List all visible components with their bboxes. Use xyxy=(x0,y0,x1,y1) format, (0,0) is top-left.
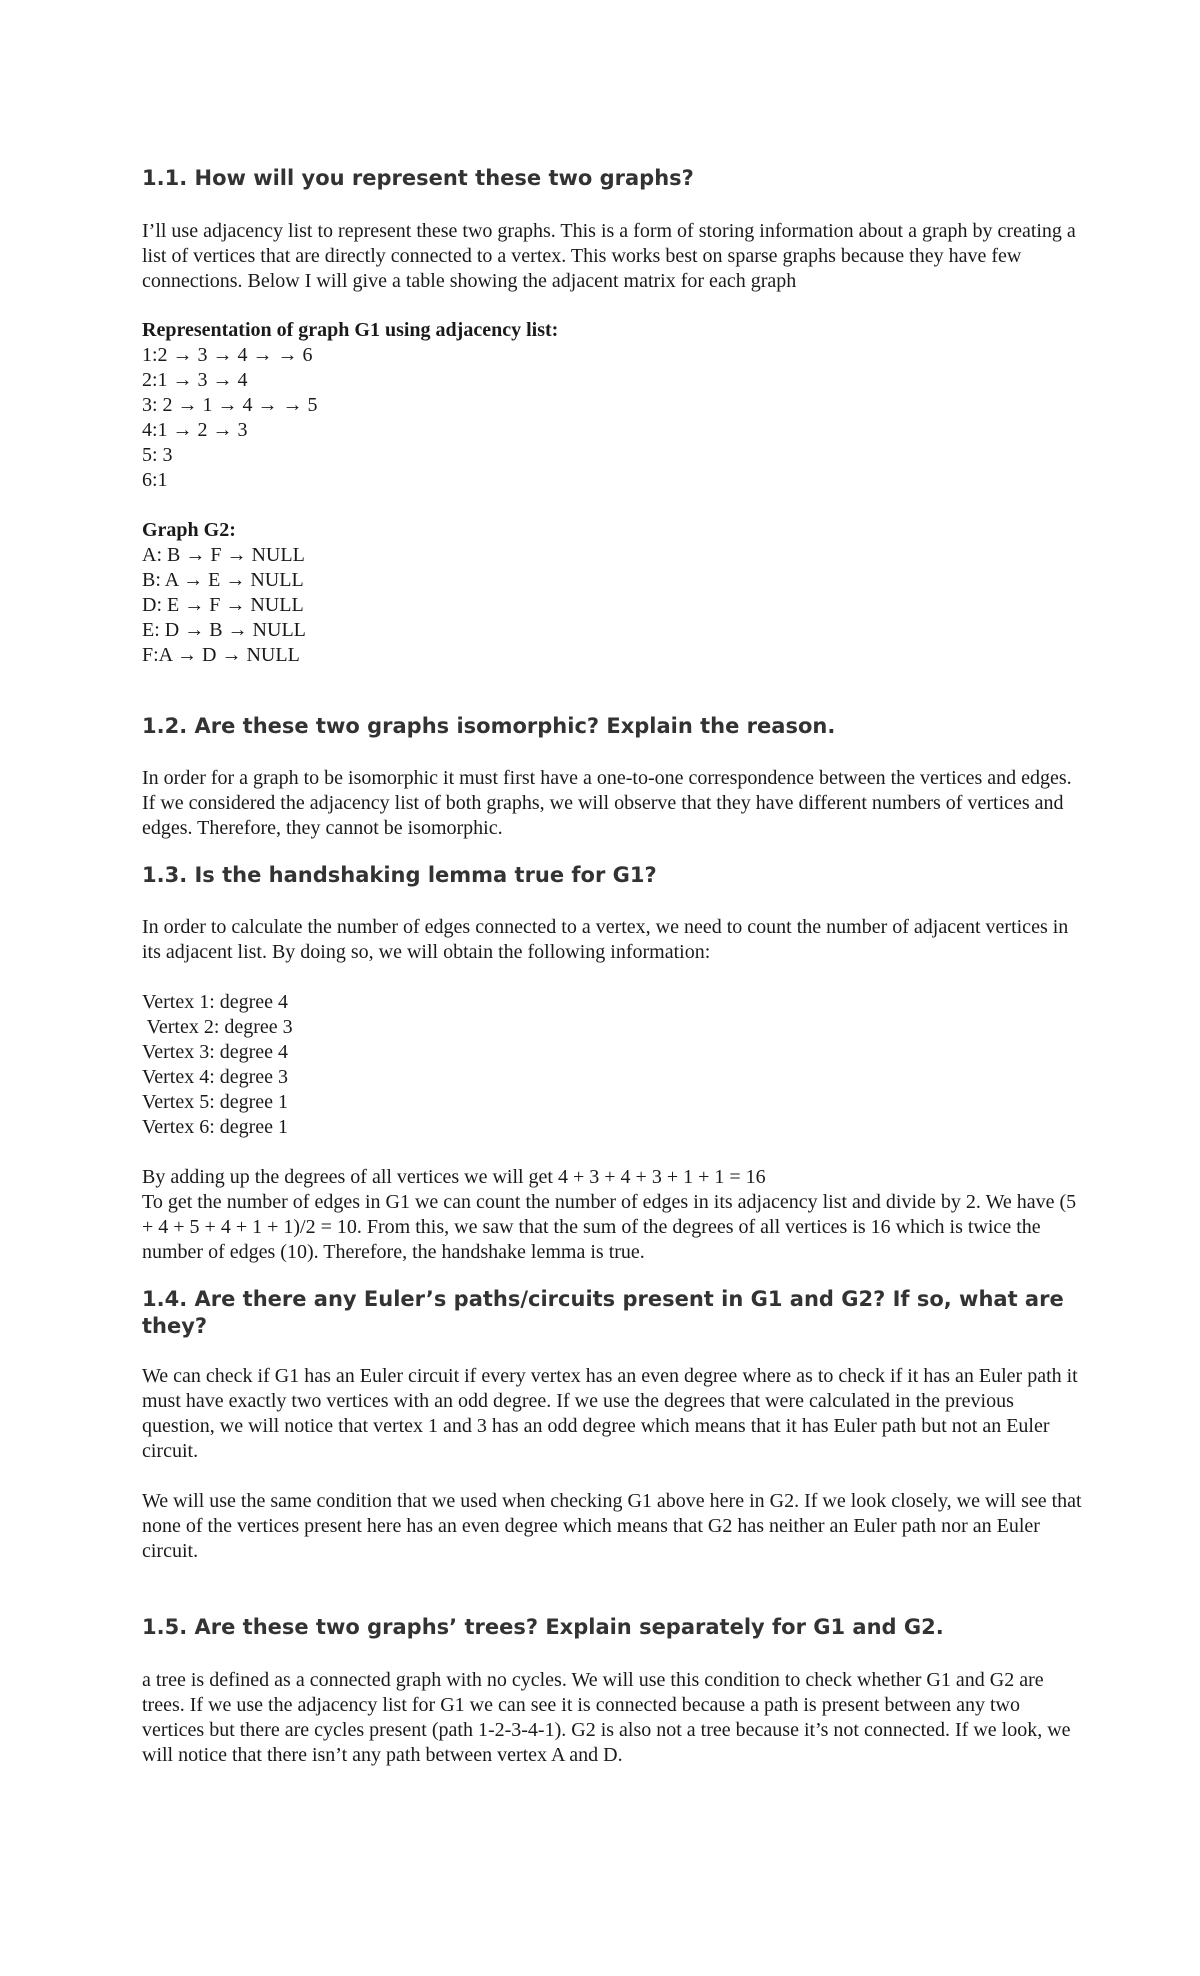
vertex-degree-line: Vertex 5: degree 1 xyxy=(142,1091,289,1113)
g1-list-line: 4:1 → 2 → 3 xyxy=(142,419,248,441)
g1-list-line: 5: 3 xyxy=(142,444,173,466)
section-1-1-heading: 1.1. How will you represent these two graphs? xyxy=(142,166,694,190)
g1-list-line: 3: 2 → 1 → 4 → → 5 xyxy=(142,394,318,416)
vertex-degree-line: Vertex 1: degree 4 xyxy=(142,991,289,1013)
section-1-4-paragraph-1: We can check if G1 has an Euler circuit if every vertex has an even degree where as to check if it has an Euler path it must have exactly two vertices with an odd degree. If we use the degrees that were calculated in the previous question, we will notice that vertex 1 and 3 has an odd degree which means that it has Euler path but not an Euler circuit. xyxy=(142,1365,1078,1462)
handshake-conclusion: To get the number of edges in G1 we can count the number of edges in its adjacency list and divide by 2. We have (5 + 4 + 5 + 4 + 1 + 1)/2 = 10. From this, we saw that the sum of the degrees of all vertices is 16 which is twice the number of edges (10). Therefore, the handshake lemma is true. xyxy=(142,1191,1077,1263)
vertex-degree-line: Vertex 6: degree 1 xyxy=(142,1116,289,1138)
g2-list-title: Graph G2: xyxy=(142,519,236,541)
g2-list-line: B: A → E → NULL xyxy=(142,569,304,591)
g1-list-title: Representation of graph G1 using adjacency list: xyxy=(142,319,559,341)
g2-list-line: D: E → F → NULL xyxy=(142,594,304,616)
section-1-2-body: In order for a graph to be isomorphic it must first have a one-to-one correspondence between the vertices and edges. If we considered the adjacency list of both graphs, we will observe that they have different numbers of vertices and edges. Therefore, they cannot be isomorphic. xyxy=(142,767,1072,839)
vertex-degree-line: Vertex 2: degree 3 xyxy=(142,1016,293,1038)
section-1-5-heading: 1.5. Are these two graphs’ trees? Explain separately for G1 and G2. xyxy=(142,1615,944,1639)
section-1-4-heading: 1.4. Are there any Euler’s paths/circuits present in G1 and G2? If so, what are they? xyxy=(142,1287,1064,1338)
section-1-5-body: a tree is defined as a connected graph with no cycles. We will use this condition to check whether G1 and G2 are trees. If we use the adjacency list for G1 we can see it is connected because a path is present between any two vertices but there are cycles present (path 1-2-3-4-1). G2 is also not a tree because it’s not connected. If we look, we will notice that there isn’t any path between vertex A and D. xyxy=(142,1669,1071,1766)
g1-adjacency-list xyxy=(142,318,558,493)
g2-list-line: A: B → F → NULL xyxy=(142,544,305,566)
vertex-degree-line: Vertex 4: degree 3 xyxy=(142,1066,289,1088)
vertex-degree-list xyxy=(142,990,293,1140)
section-1-4-paragraph-2: We will use the same condition that we used when checking G1 above here in G2. If we look closely, we will see that none of the vertices present here has an even degree which means that G2 has neither an Euler path nor an Euler circuit. xyxy=(142,1490,1082,1562)
g2-adjacency-list xyxy=(142,518,306,668)
section-1-2-heading: 1.2. Are these two graphs isomorphic? Explain the reason. xyxy=(142,714,836,738)
section-1-3-heading: 1.3. Is the handshaking lemma true for G1? xyxy=(142,863,657,887)
g2-list-line: E: D → B → NULL xyxy=(142,619,306,641)
degree-sum-line: By adding up the degrees of all vertices we will get 4 + 3 + 4 + 3 + 1 + 1 = 16 xyxy=(142,1166,766,1188)
g1-list-line: 1:2 → 3 → 4 → → 6 xyxy=(142,344,313,366)
section-1-1-intro: I’ll use adjacency list to represent these two graphs. This is a form of storing information about a graph by creating a list of vertices that are directly connected to a vertex. This works best on sparse graphs because they have few connections. Below I will give a table showing the adjacent matrix for each graph xyxy=(142,220,1076,292)
vertex-degree-line: Vertex 3: degree 4 xyxy=(142,1041,289,1063)
g2-list-line: F:A → D → NULL xyxy=(142,644,300,666)
section-1-3-intro: In order to calculate the number of edges connected to a vertex, we need to count the number of adjacent vertices in its adjacent list. By doing so, we will obtain the following information: xyxy=(142,916,1069,963)
g1-list-line: 6:1 xyxy=(142,469,168,491)
g1-list-line: 2:1 → 3 → 4 xyxy=(142,369,248,391)
